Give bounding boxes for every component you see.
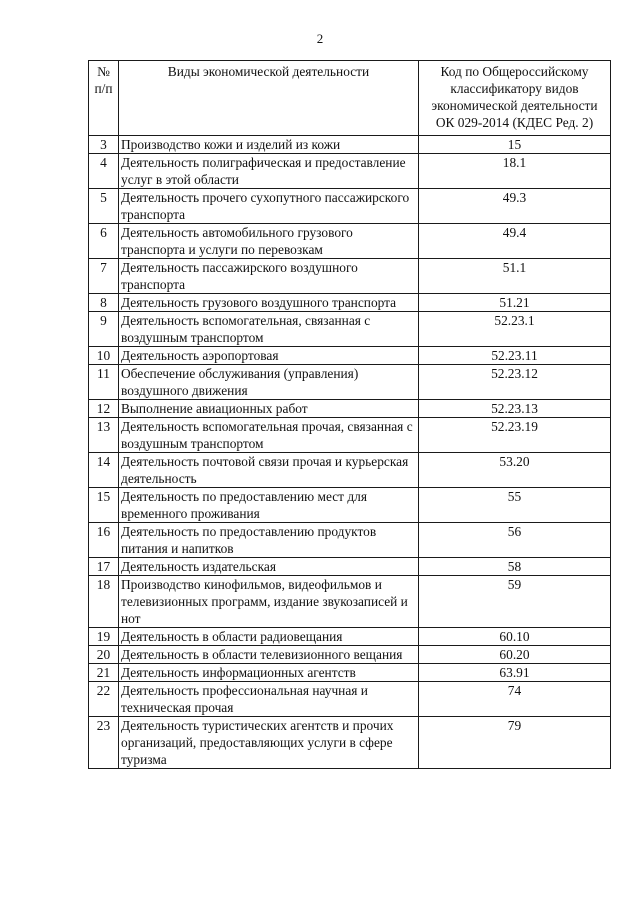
activity-name: Деятельность по предоставлению продуктов питания и напитков xyxy=(119,523,419,558)
table-body xyxy=(89,136,611,769)
table-row xyxy=(89,365,611,400)
activity-name: Деятельность аэропортовая xyxy=(119,347,419,365)
activity-code: 52.23.19 xyxy=(419,418,611,453)
activity-name: Деятельность в области радиовещания xyxy=(119,628,419,646)
activity-code: 15 xyxy=(419,136,611,154)
activity-name: Деятельность издательская xyxy=(119,558,419,576)
row-number: 14 xyxy=(89,453,119,488)
activity-name: Деятельность в области телевизионного вещания xyxy=(119,646,419,664)
table-row xyxy=(89,664,611,682)
activity-name: Деятельность профессиональная научная и техническая прочая xyxy=(119,682,419,717)
table-row xyxy=(89,347,611,365)
activity-name: Деятельность почтовой связи прочая и курьерская деятельность xyxy=(119,453,419,488)
activity-name: Деятельность вспомогательная прочая, связанная с воздушным транспортом xyxy=(119,418,419,453)
activity-name: Деятельность информационных агентств xyxy=(119,664,419,682)
row-number: 10 xyxy=(89,347,119,365)
activity-code: 52.23.1 xyxy=(419,312,611,347)
activity-code: 60.20 xyxy=(419,646,611,664)
activity-name: Выполнение авиационных работ xyxy=(119,400,419,418)
row-number: 8 xyxy=(89,294,119,312)
table-row xyxy=(89,558,611,576)
row-number: 16 xyxy=(89,523,119,558)
row-number: 19 xyxy=(89,628,119,646)
activity-code: 49.3 xyxy=(419,189,611,224)
table-row xyxy=(89,576,611,628)
activity-code: 52.23.13 xyxy=(419,400,611,418)
activity-code: 52.23.11 xyxy=(419,347,611,365)
row-number: 4 xyxy=(89,154,119,189)
table-header-row xyxy=(89,61,611,136)
activity-name: Производство кинофильмов, видеофильмов и телевизионных программ, издание звукозаписей и нот xyxy=(119,576,419,628)
activity-code: 58 xyxy=(419,558,611,576)
table-row xyxy=(89,136,611,154)
activity-code: 79 xyxy=(419,717,611,769)
activity-name: Деятельность пассажирского воздушного транспорта xyxy=(119,259,419,294)
activity-code: 51.1 xyxy=(419,259,611,294)
activity-name: Деятельность автомобильного грузового транспорта и услуги по перевозкам xyxy=(119,224,419,259)
table-row xyxy=(89,523,611,558)
row-number: 15 xyxy=(89,488,119,523)
table-row xyxy=(89,312,611,347)
row-number: 7 xyxy=(89,259,119,294)
activity-name: Обеспечение обслуживания (управления) воздушного движения xyxy=(119,365,419,400)
activity-name: Деятельность полиграфическая и предоставление услуг в этой области xyxy=(119,154,419,189)
table-row xyxy=(89,453,611,488)
row-number: 13 xyxy=(89,418,119,453)
header-activity: Виды экономической деятельности xyxy=(119,61,419,136)
table-row xyxy=(89,717,611,769)
row-number: 12 xyxy=(89,400,119,418)
activity-code: 49.4 xyxy=(419,224,611,259)
table-row xyxy=(89,682,611,717)
table-row xyxy=(89,418,611,453)
activity-code: 52.23.12 xyxy=(419,365,611,400)
activity-code: 53.20 xyxy=(419,453,611,488)
row-number: 3 xyxy=(89,136,119,154)
activity-code: 51.21 xyxy=(419,294,611,312)
table-row xyxy=(89,154,611,189)
table-row xyxy=(89,259,611,294)
table-row xyxy=(89,488,611,523)
activity-code: 56 xyxy=(419,523,611,558)
table-row xyxy=(89,224,611,259)
activity-name: Деятельность грузового воздушного транспорта xyxy=(119,294,419,312)
table-row xyxy=(89,400,611,418)
activity-name: Деятельность вспомогательная, связанная с воздушным транспортом xyxy=(119,312,419,347)
activity-name: Деятельность туристических агентств и прочих организаций, предоставляющих услуги в сфере туризма xyxy=(119,717,419,769)
activity-code: 74 xyxy=(419,682,611,717)
row-number: 5 xyxy=(89,189,119,224)
activity-code: 63.91 xyxy=(419,664,611,682)
activity-code: 59 xyxy=(419,576,611,628)
table-row xyxy=(89,646,611,664)
row-number: 20 xyxy=(89,646,119,664)
activity-name: Деятельность по предоставлению мест для временного проживания xyxy=(119,488,419,523)
row-number: 22 xyxy=(89,682,119,717)
activity-name: Производство кожи и изделий из кожи xyxy=(119,136,419,154)
table-row xyxy=(89,189,611,224)
row-number: 9 xyxy=(89,312,119,347)
row-number: 23 xyxy=(89,717,119,769)
activity-code: 18.1 xyxy=(419,154,611,189)
header-code: Код по Общероссийскому классификатору видов экономической деятельности ОК 029-2014 (КДЕС Ред. 2) xyxy=(419,61,611,136)
row-number: 17 xyxy=(89,558,119,576)
activity-name: Деятельность прочего сухопутного пассажирского транспорта xyxy=(119,189,419,224)
table-row xyxy=(89,628,611,646)
page-number: 2 xyxy=(316,31,324,46)
activity-code: 60.10 xyxy=(419,628,611,646)
row-number: 21 xyxy=(89,664,119,682)
row-number: 6 xyxy=(89,224,119,259)
activity-code: 55 xyxy=(419,488,611,523)
row-number: 11 xyxy=(89,365,119,400)
row-number: 18 xyxy=(89,576,119,628)
activity-codes-table xyxy=(88,60,611,769)
header-number: № п/п xyxy=(89,61,119,136)
table-row xyxy=(89,294,611,312)
